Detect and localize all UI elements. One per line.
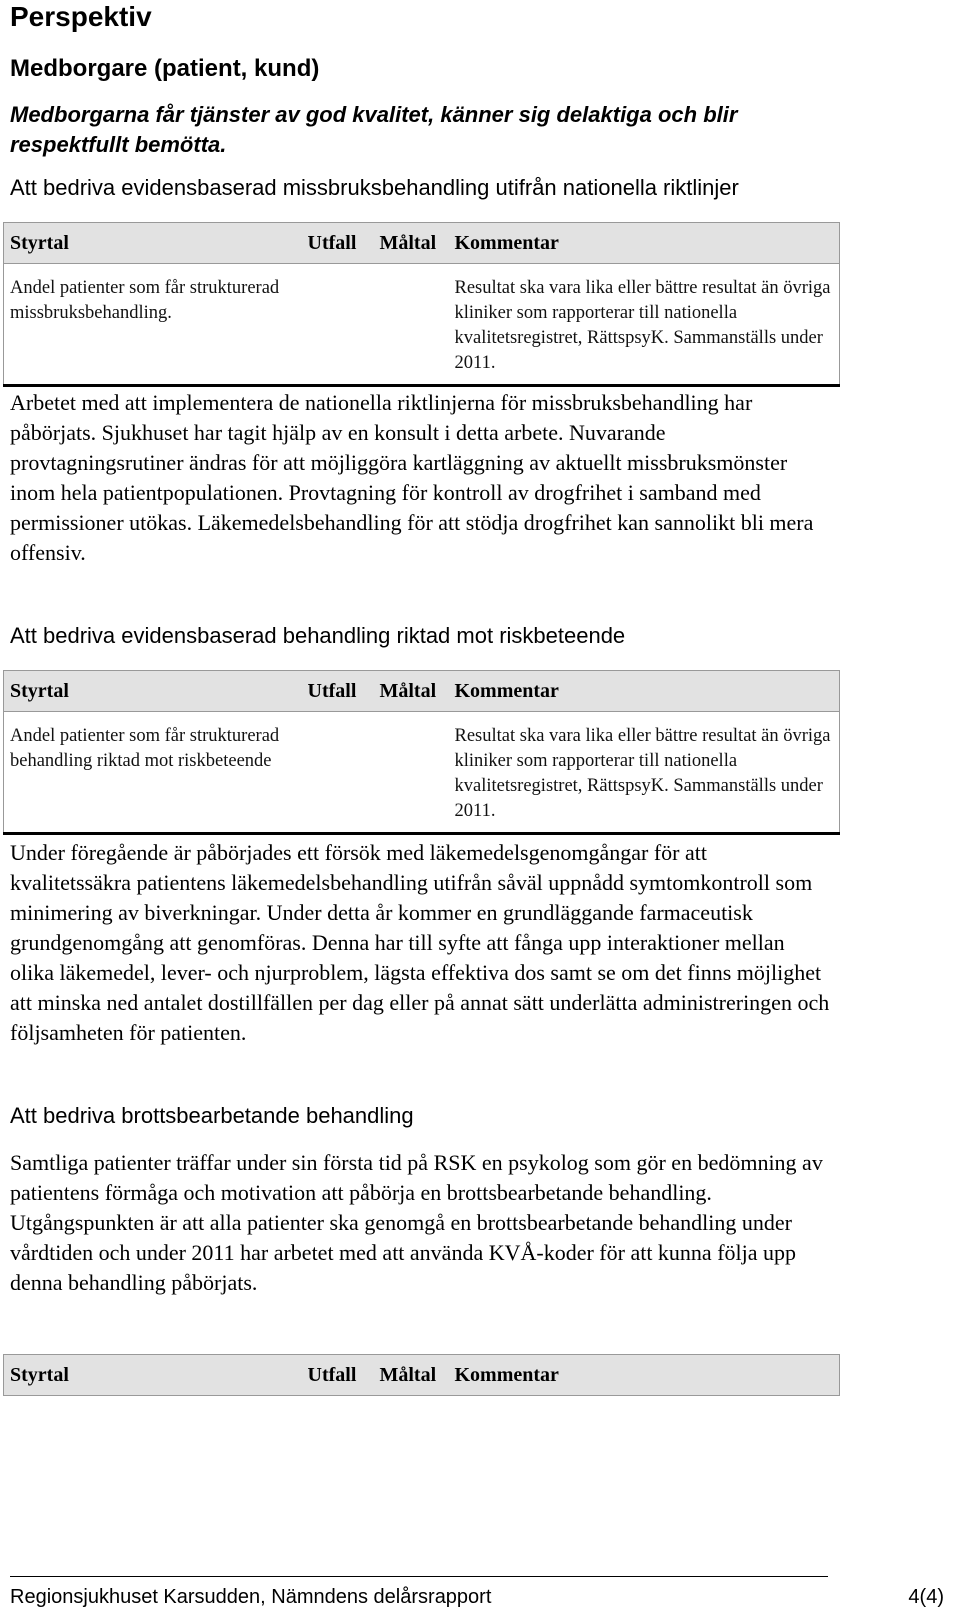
table-header-row xyxy=(4,671,840,712)
section1-paragraph: Arbetet med att implementera de nationella riktlinjerna för missbruksbehandling har påbörjats. Sjukhuset har tagit hjälp av en konsult i detta arbete. Nuvarande provtagningsrutiner ändras för att möjliggöra kartläggning av aktuellt missbruksmönster inom hela patientpopulationen. Provtagning för kontroll av drogfrihet i samband med permissioner utökas. Läkemedelsbehandling för att stödja drogfrihet kan sannolikt bli mera offensiv. xyxy=(10,390,814,565)
table-row xyxy=(4,264,840,386)
cell-styrtal: Andel patienter som får strukturerad missbruksbehandling. xyxy=(4,264,302,386)
cell-maltal xyxy=(374,264,449,386)
section2-title: Att bedriva evidensbaserad behandling riktad mot riskbeteende xyxy=(10,623,626,648)
header-kommentar: Kommentar xyxy=(449,223,840,264)
table-header-row xyxy=(4,1355,840,1396)
page-heading: Perspektiv xyxy=(10,1,152,32)
header-maltal: Måltal xyxy=(374,1355,449,1396)
cell-styrtal: Andel patienter som får strukturerad behandling riktad mot riskbeteende xyxy=(4,712,302,834)
header-kommentar: Kommentar xyxy=(449,1355,840,1396)
footer-divider xyxy=(10,1576,828,1577)
header-styrtal: Styrtal xyxy=(4,223,302,264)
header-maltal: Måltal xyxy=(374,671,449,712)
section3-paragraph: Samtliga patienter träffar under sin första tid på RSK en psykolog som gör en bedömning av patientens förmåga och motivation att påbörja en brottsbearbetande behandling. Utgångspunkten är att alla patienter ska genomgå en brottsbearbetande behandling under vårdtiden och under 2011 har arbetet med att använda KVÅ-koder för att kunna följa upp denna behandling påbörjats. xyxy=(10,1150,823,1295)
section2-kpi-table xyxy=(3,670,840,835)
header-kommentar: Kommentar xyxy=(449,671,840,712)
cell-kommentar: Resultat ska vara lika eller bättre resultat än övriga kliniker som rapporterar till nationella kvalitetsregistret, RättspsyK. Sammanställs under 2011. xyxy=(449,712,840,834)
cell-maltal xyxy=(374,712,449,834)
table-header-row xyxy=(4,223,840,264)
lead-statement: Medborgarna får tjänster av god kvalitet, känner sig delaktiga och blir respektfullt bemötta. xyxy=(10,102,738,157)
perspective-subheading: Medborgare (patient, kund) xyxy=(10,55,320,82)
section3-kpi-table xyxy=(3,1354,840,1396)
table-row xyxy=(4,712,840,834)
cell-utfall xyxy=(302,264,374,386)
cell-kommentar: Resultat ska vara lika eller bättre resultat än övriga kliniker som rapporterar till nationella kvalitetsregistret, RättspsyK. Sammanställs under 2011. xyxy=(449,264,840,386)
header-utfall: Utfall xyxy=(302,671,374,712)
header-utfall: Utfall xyxy=(302,223,374,264)
header-utfall: Utfall xyxy=(302,1355,374,1396)
section2-paragraph: Under föregående är påbörjades ett försök med läkemedelsgenomgångar för att kvalitetssäkra patientens läkemedelsbehandling utifrån såväl uppnådd symtomkontroll som minimering av biverkningar. Under detta år kommer en grundläggande farmaceutisk grundgenomgång att genomföras. Denna har till syfte att fånga upp interaktioner mellan olika läkemedel, lever- och njurproblem, lägsta effektiva dos samt se om det finns möjlighet att minska ned antalet dostillfällen per dag eller på annat sätt underlätta administreringen och följsamheten för patienten. xyxy=(10,840,830,1045)
cell-utfall xyxy=(302,712,374,834)
page-number: 4(4) xyxy=(908,1586,944,1608)
section1-title: Att bedriva evidensbaserad missbruksbehandling utifrån nationella riktlinjer xyxy=(10,175,739,200)
header-styrtal: Styrtal xyxy=(4,671,302,712)
section1-kpi-table xyxy=(3,222,840,387)
header-styrtal: Styrtal xyxy=(4,1355,302,1396)
section3-title: Att bedriva brottsbearbetande behandling xyxy=(10,1103,414,1128)
footer-title: Regionsjukhuset Karsudden, Nämndens delårsrapport xyxy=(10,1586,492,1608)
header-maltal: Måltal xyxy=(374,223,449,264)
